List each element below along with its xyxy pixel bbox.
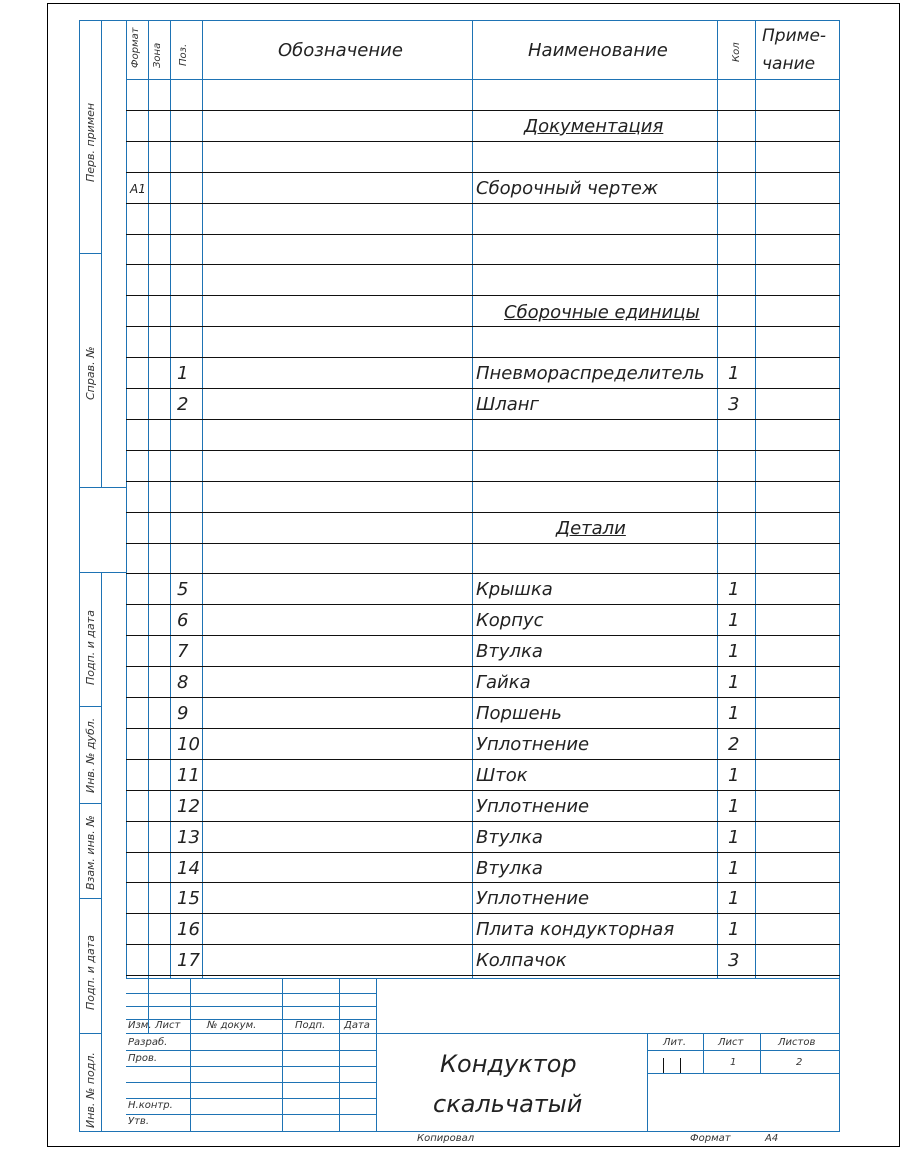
tb-vline bbox=[760, 1033, 761, 1073]
row-line bbox=[126, 666, 840, 667]
row-line bbox=[126, 635, 840, 636]
row-quantity: 1 bbox=[728, 888, 740, 909]
row-quantity: 1 bbox=[728, 610, 740, 631]
header-qty: Кол bbox=[731, 42, 742, 62]
row-line bbox=[126, 203, 840, 204]
row-position: 7 bbox=[177, 641, 189, 662]
side-strip-divider bbox=[79, 898, 101, 899]
row-name: Шток bbox=[476, 765, 528, 786]
title-line-2: скальчатый bbox=[433, 1090, 583, 1118]
row-line bbox=[126, 882, 840, 883]
row-name: Крышка bbox=[476, 579, 553, 600]
tb-list-val: 1 bbox=[730, 1057, 737, 1068]
footer-format-value: А4 bbox=[765, 1133, 779, 1144]
side-strip-line-top bbox=[101, 20, 102, 487]
row-line bbox=[126, 697, 840, 698]
row-line bbox=[126, 790, 840, 791]
col-line-zone bbox=[148, 20, 149, 978]
tb-n-dokum: № докум. bbox=[207, 1020, 257, 1031]
row-quantity: 1 bbox=[728, 363, 740, 384]
row-line bbox=[126, 172, 840, 173]
row-quantity: 1 bbox=[728, 765, 740, 786]
tb-podp: Подп. bbox=[295, 1020, 326, 1031]
col-line-qty bbox=[717, 20, 718, 978]
row-name: Уплотнение bbox=[476, 734, 590, 755]
frame-bottom-line bbox=[79, 1131, 840, 1132]
side-strip-divider bbox=[79, 253, 101, 254]
row-name: Втулка bbox=[476, 858, 543, 879]
row-line bbox=[126, 481, 840, 482]
side-strip-divider bbox=[79, 706, 101, 707]
col-line-pos bbox=[170, 20, 171, 978]
row-quantity: 2 bbox=[728, 734, 740, 755]
header-designation: Обозначение bbox=[278, 40, 403, 61]
row-line bbox=[126, 234, 840, 235]
tb-data: Дата bbox=[344, 1020, 370, 1031]
tb-vline bbox=[339, 978, 340, 1131]
row-line bbox=[126, 264, 840, 265]
side-label: Инв. № дубл. bbox=[84, 717, 97, 793]
row-line bbox=[126, 944, 840, 945]
tb-vline bbox=[663, 1058, 664, 1073]
row-line bbox=[126, 388, 840, 389]
row-name: Втулка bbox=[476, 827, 543, 848]
footer-format-label: Формат bbox=[690, 1133, 731, 1144]
row-line bbox=[126, 295, 840, 296]
tb-n-kontr: Н.контр. bbox=[128, 1100, 173, 1111]
header-bottom-line bbox=[126, 79, 840, 80]
row-name: Гайка bbox=[476, 672, 531, 693]
row-line bbox=[126, 357, 840, 358]
side-label: Инв. № подл. bbox=[84, 1052, 97, 1128]
row-position: 13 bbox=[177, 827, 200, 848]
row-position: 1 bbox=[177, 363, 189, 384]
row-name: Втулка bbox=[476, 641, 543, 662]
row-name: Поршень bbox=[476, 703, 562, 724]
row-line bbox=[126, 604, 840, 605]
row-line bbox=[126, 573, 840, 574]
col-line-designation bbox=[202, 20, 203, 978]
row-quantity: 3 bbox=[728, 394, 740, 415]
col-line-note bbox=[755, 20, 756, 978]
row-position: 14 bbox=[177, 858, 200, 879]
row-line bbox=[126, 759, 840, 760]
footer-kopiroval: Копировал bbox=[417, 1133, 475, 1144]
title-block-line bbox=[647, 1073, 840, 1074]
row-name: Пневмораспределитель bbox=[476, 363, 705, 384]
tb-vline bbox=[190, 978, 191, 1131]
tb-vline bbox=[376, 978, 377, 1131]
section-documentation: Документация bbox=[524, 116, 664, 137]
side-label: Подп. и дата bbox=[84, 935, 97, 1010]
row-quantity: 1 bbox=[728, 641, 740, 662]
side-strip-divider bbox=[79, 487, 126, 488]
row-quantity: 1 bbox=[728, 703, 740, 724]
row-name: Уплотнение bbox=[476, 796, 590, 817]
side-strip-divider bbox=[79, 803, 101, 804]
row-line bbox=[126, 512, 840, 513]
frame-top-line bbox=[79, 20, 840, 21]
header-zone: Зона bbox=[152, 42, 163, 68]
row-line bbox=[126, 852, 840, 853]
tb-prov: Пров. bbox=[128, 1053, 158, 1064]
tb-izm: Изм. bbox=[128, 1020, 152, 1031]
title-block-line bbox=[126, 1033, 840, 1034]
row-position: 10 bbox=[177, 734, 200, 755]
title-block-top bbox=[126, 978, 840, 979]
row-line bbox=[126, 110, 840, 111]
row-position: 12 bbox=[177, 796, 200, 817]
tb-vline bbox=[647, 1033, 648, 1131]
section-assembly-units: Сборочные единицы bbox=[504, 302, 700, 323]
row-line bbox=[126, 543, 840, 544]
title-block-line bbox=[647, 1050, 840, 1051]
doc-format: А1 bbox=[130, 182, 146, 196]
side-strip-line-bottom bbox=[101, 572, 102, 1132]
header-name: Наименование bbox=[528, 40, 668, 61]
tb-list: Лист bbox=[155, 1020, 181, 1031]
tb-listov-hdr: Листов bbox=[778, 1037, 816, 1048]
row-line bbox=[126, 450, 840, 451]
row-line bbox=[126, 141, 840, 142]
row-line bbox=[126, 913, 840, 914]
header-format: Формат bbox=[130, 27, 141, 68]
side-label: Взам. инв. № bbox=[84, 815, 97, 890]
tb-vline bbox=[703, 1033, 704, 1073]
row-name: Шланг bbox=[476, 394, 540, 415]
row-quantity: 1 bbox=[728, 796, 740, 817]
row-line bbox=[126, 975, 840, 976]
row-line bbox=[126, 728, 840, 729]
frame-left-line bbox=[79, 20, 80, 1132]
row-quantity: 1 bbox=[728, 579, 740, 600]
row-name: Плита кондукторная bbox=[476, 919, 675, 940]
row-quantity: 3 bbox=[728, 950, 740, 971]
header-note-1: Приме- bbox=[762, 26, 827, 46]
tb-list-hdr: Лист bbox=[718, 1037, 744, 1048]
row-name: Уплотнение bbox=[476, 888, 590, 909]
row-quantity: 1 bbox=[728, 827, 740, 848]
tb-lit: Лит. bbox=[663, 1037, 687, 1048]
tb-utv: Утв. bbox=[128, 1116, 149, 1127]
side-strip-divider bbox=[79, 572, 126, 573]
tb-vline bbox=[680, 1058, 681, 1073]
row-position: 9 bbox=[177, 703, 189, 724]
row-line bbox=[126, 821, 840, 822]
doc-name: Сборочный чертеж bbox=[476, 178, 659, 199]
row-line bbox=[126, 419, 840, 420]
section-details: Детали bbox=[556, 518, 626, 539]
row-position: 6 bbox=[177, 610, 189, 631]
row-quantity: 1 bbox=[728, 919, 740, 940]
row-line bbox=[126, 326, 840, 327]
header-pos: Поз. bbox=[178, 43, 189, 66]
title-line-1: Кондуктор bbox=[440, 1050, 577, 1078]
side-label: Подп. и дата bbox=[84, 610, 97, 685]
row-position: 16 bbox=[177, 919, 200, 940]
row-position: 17 bbox=[177, 950, 200, 971]
col-line-name bbox=[472, 20, 473, 978]
side-strip-divider bbox=[79, 1033, 101, 1034]
frame-right-line bbox=[839, 20, 840, 1132]
row-position: 15 bbox=[177, 888, 200, 909]
header-note-2: чание bbox=[762, 54, 816, 74]
col-line-format bbox=[126, 20, 127, 978]
row-quantity: 1 bbox=[728, 858, 740, 879]
side-label: Перв. примен bbox=[84, 102, 97, 182]
row-position: 8 bbox=[177, 672, 189, 693]
row-position: 11 bbox=[177, 765, 200, 786]
row-name: Корпус bbox=[476, 610, 544, 631]
tb-vline bbox=[282, 978, 283, 1131]
row-quantity: 1 bbox=[728, 672, 740, 693]
tb-listov-val: 2 bbox=[796, 1057, 803, 1068]
row-name: Колпачок bbox=[476, 950, 567, 971]
side-label: Справ. № bbox=[84, 346, 97, 400]
tb-razrab: Разраб. bbox=[128, 1037, 168, 1048]
row-position: 2 bbox=[177, 394, 189, 415]
row-position: 5 bbox=[177, 579, 189, 600]
